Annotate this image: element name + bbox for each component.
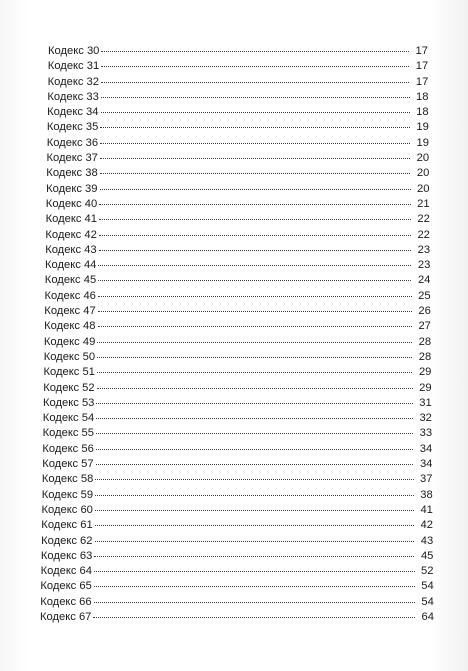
toc-entry (0, 396, 468, 411)
toc-entry (0, 166, 468, 181)
toc-entry-page-number: 41 (420, 503, 433, 516)
dot-leader (101, 81, 409, 83)
toc-entry-page-number: 38 (420, 488, 433, 501)
toc-entry-title: Кодекс 54 (42, 412, 95, 425)
toc-entry-page-number: 28 (418, 350, 432, 363)
toc-entry-title: Кодекс 67 (40, 610, 92, 623)
toc-entry-page-number: 28 (418, 335, 432, 348)
toc-entry-page-number: 20 (417, 182, 430, 195)
toc-entry-title: Кодекс 50 (43, 350, 96, 363)
dot-leader (98, 279, 411, 281)
toc-entry (0, 273, 468, 288)
toc-entry-title: Кодекс 35 (46, 121, 99, 134)
toc-entry (0, 534, 468, 549)
toc-entry-title: Кодекс 63 (40, 549, 93, 562)
toc-entry-page-number: 54 (421, 595, 434, 608)
toc-entry-title: Кодекс 51 (43, 366, 95, 379)
toc-entry (0, 350, 468, 365)
toc-entry-page-number: 17 (415, 45, 428, 57)
dot-leader (100, 188, 411, 190)
toc-entry-title: Кодекс 34 (47, 106, 99, 119)
toc-entry (0, 381, 468, 396)
toc-entry (0, 105, 468, 120)
toc-entry-title: Кодекс 56 (42, 442, 94, 455)
toc-entry-page-number: 18 (416, 90, 429, 103)
toc-entry (0, 304, 468, 319)
toc-entry (0, 488, 468, 503)
toc-entry-title: Кодекс 59 (41, 488, 94, 501)
toc-entry-title: Кодекс 48 (44, 320, 96, 333)
toc-entry (0, 212, 468, 227)
toc-entry (0, 518, 468, 533)
toc-entry-page-number: 19 (416, 121, 429, 134)
dot-leader (101, 96, 410, 98)
toc-entry-page-number: 29 (419, 381, 432, 394)
toc-entry-title: Кодекс 30 (48, 45, 100, 57)
toc-entry-page-number: 19 (416, 136, 429, 149)
toc-entry-page-number: 54 (421, 580, 434, 593)
toc-entry-title: Кодекс 62 (41, 534, 93, 547)
toc-entry-page-number: 17 (415, 75, 429, 88)
toc-entry (0, 44, 468, 59)
toc-entry-page-number: 22 (417, 228, 430, 241)
toc-entry-page-number: 45 (420, 549, 434, 562)
toc-entry (0, 182, 468, 197)
toc-entry-page-number: 33 (419, 427, 433, 440)
toc-entry-page-number: 37 (420, 473, 433, 486)
dot-leader (95, 478, 413, 480)
dot-leader (97, 341, 412, 343)
toc-entry-title: Кодекс 31 (47, 60, 100, 73)
toc-entry-page-number: 26 (418, 305, 431, 318)
toc-entry-page-number: 42 (420, 519, 433, 532)
toc-entry-title: Кодекс 37 (46, 152, 98, 165)
toc-entry-title: Кодекс 49 (43, 335, 96, 348)
toc-entry-title: Кодекс 32 (47, 75, 100, 88)
toc-entry-page-number: 52 (421, 565, 434, 578)
dot-leader (100, 126, 410, 128)
toc-entry-title: Кодекс 45 (44, 274, 97, 287)
toc-entry-title: Кодекс 61 (41, 519, 93, 532)
toc-entry (0, 472, 468, 487)
toc-entry (0, 228, 468, 243)
toc-entry-page-number: 34 (419, 442, 433, 455)
dot-leader (99, 218, 411, 220)
toc-entry-title: Кодекс 38 (46, 167, 98, 180)
toc-entry-title: Кодекс 47 (44, 305, 96, 318)
toc-entry-title: Кодекс 65 (40, 580, 92, 593)
toc-entry-page-number: 20 (416, 152, 430, 165)
toc-entry-title: Кодекс 60 (41, 503, 93, 516)
toc-entry (0, 151, 468, 166)
toc-entry (0, 610, 468, 625)
toc-entry-title: Кодекс 41 (45, 213, 98, 226)
table-of-contents (0, 44, 468, 625)
toc-entry (0, 335, 468, 350)
dot-leader (95, 540, 415, 542)
dot-leader (94, 601, 415, 603)
toc-entry-page-number: 23 (417, 259, 431, 272)
toc-entry (0, 243, 468, 258)
dot-leader (93, 616, 415, 618)
toc-entry-title: Кодекс 33 (47, 90, 99, 103)
toc-entry (0, 503, 468, 518)
toc-entry-page-number: 34 (419, 458, 433, 471)
dot-leader (94, 585, 415, 587)
toc-entry-title: Кодекс 44 (45, 259, 97, 272)
toc-entry (0, 426, 468, 441)
dot-leader (96, 463, 414, 465)
toc-entry-page-number: 22 (417, 213, 430, 226)
toc-entry-title: Кодекс 58 (41, 473, 94, 486)
toc-entry-title: Кодекс 66 (40, 595, 92, 608)
dot-leader (98, 310, 412, 312)
toc-entry-page-number: 21 (417, 197, 430, 210)
toc-entry-page-number: 27 (418, 320, 431, 333)
toc-entry-title: Кодекс 53 (43, 396, 95, 409)
toc-entry-title: Кодекс 64 (40, 565, 93, 578)
dot-leader (98, 325, 412, 327)
toc-entry (0, 120, 468, 135)
toc-entry-title: Кодекс 46 (44, 289, 96, 302)
toc-entry (0, 136, 468, 151)
toc-entry (0, 564, 468, 579)
dot-leader (101, 111, 410, 113)
toc-entry-page-number: 23 (417, 243, 431, 256)
dot-leader (96, 402, 412, 404)
toc-entry (0, 595, 468, 610)
toc-entry (0, 411, 468, 426)
dot-leader (96, 448, 413, 450)
toc-entry (0, 365, 468, 380)
toc-entry-page-number: 64 (421, 610, 434, 623)
dot-leader (100, 172, 411, 174)
toc-entry (0, 549, 468, 564)
toc-entry-page-number: 17 (415, 60, 429, 73)
toc-entry-title: Кодекс 40 (45, 197, 98, 210)
toc-entry-title: Кодекс 36 (46, 136, 99, 149)
dot-leader (98, 295, 412, 297)
toc-entry (0, 319, 468, 334)
dot-leader (99, 249, 412, 251)
toc-entry-page-number: 32 (419, 412, 432, 425)
toc-entry-title: Кодекс 42 (45, 228, 97, 241)
toc-entry-title: Кодекс 39 (46, 182, 98, 195)
dot-leader (99, 203, 410, 205)
dot-leader (101, 65, 409, 67)
dot-leader (95, 509, 414, 511)
dot-leader (96, 417, 413, 419)
toc-entry (0, 457, 468, 472)
dot-leader (98, 264, 411, 266)
dot-leader (97, 356, 412, 358)
dot-leader (97, 387, 413, 389)
toc-entry-page-number: 31 (419, 396, 432, 409)
toc-entry (0, 258, 468, 273)
toc-entry (0, 197, 468, 212)
toc-entry (0, 59, 468, 74)
toc-entry-page-number: 29 (418, 366, 432, 379)
dot-leader (96, 432, 413, 434)
dot-leader (100, 142, 410, 144)
toc-entry (0, 289, 468, 304)
toc-entry (0, 442, 468, 457)
toc-entry-page-number: 43 (420, 534, 434, 547)
toc-entry-title: Кодекс 57 (42, 458, 94, 471)
dot-leader (100, 157, 410, 159)
toc-entry (0, 579, 468, 594)
dot-leader (94, 555, 414, 557)
toc-entry (0, 75, 468, 90)
dot-leader (97, 371, 412, 373)
dot-leader (95, 494, 414, 496)
toc-entry-title: Кодекс 52 (43, 381, 95, 394)
toc-entry-page-number: 18 (416, 106, 429, 119)
toc-entry-title: Кодекс 55 (42, 427, 95, 440)
dot-leader (95, 524, 414, 526)
toc-entry-page-number: 25 (418, 289, 431, 302)
toc-entry-page-number: 24 (417, 274, 431, 287)
toc-entry-page-number: 20 (416, 167, 430, 180)
toc-entry (0, 90, 468, 105)
dot-leader (94, 570, 414, 572)
dot-leader (101, 50, 409, 52)
toc-entry-title: Кодекс 43 (45, 243, 97, 256)
dot-leader (99, 234, 411, 236)
